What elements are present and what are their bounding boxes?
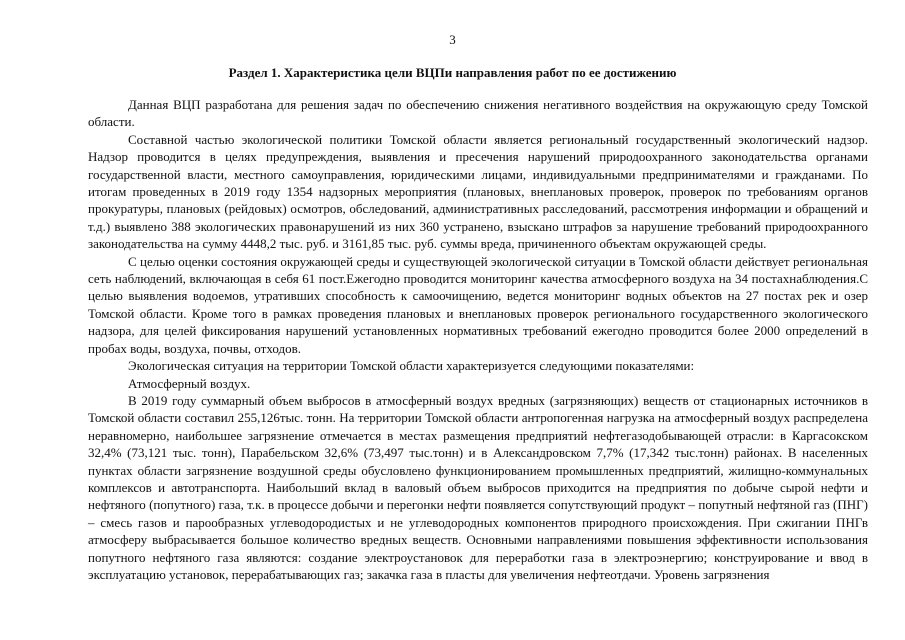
paragraph-air-heading: Атмосферный воздух. xyxy=(128,375,251,391)
paragraph-purpose: Данная ВЦП разработана для решения задач по обеспечению снижения негативного воздействия на окружающую среду Томской области. xyxy=(88,97,868,130)
paragraph-indicators: Экологическая ситуация на территории Томской области характеризуется следующими показателями: xyxy=(128,358,695,374)
paragraph-emissions: В 2019 году суммарный объем выбросов в атмосферный воздух вредных (загрязняющих) веществ от стационарных источников в Томской области составил 255,126тыс. тонн. На территории Томской области антропогенная нагрузка на атмосферный воздух распределена неравномерно, наибольшее загрязнение отмечается в местах размещения предприятий нефтегазодобывающей отрасли: в Каргасокском 32,4% (73,121 тыс. тонн), Парабельском 32,6% (73,497 тыс.тонн) и в Александровском 7,7% (17,342 тыс.тонн) районах. В населенных пунктах области загрязнение воздушной среды обусловлено функционированием промышленных предприятий, жилищно-коммунальных комплексов и автотранспорта. Наибольший вклад в валовый объем выбросов приходится на предприятия по добыче сырой нефти и нефтяного (попутного) газа, т.к. в процессе добычи и перегонки нефти появляется сопутствующий продукт – попутный нефтяной газ (ПНГ) – смесь газов и парообразных углеводородистых и не углеводородных компонентов природного происхождения. При сжигании ПНГв атмосферу выбрасывается большое количество вредных веществ. Основными направлениями повышения эффективности использования попутного нефтяного газа являются: создание электроустановок для переработки газа в электроэнергию; конструирование и ввод в эксплуатацию установок, перерабатывающих газ; закачка газа в пласты для увеличения нефтеотдачи. Уровень загрязнения xyxy=(88,392,868,582)
body-text xyxy=(88,96,868,583)
paragraph-monitoring: С целью оценки состояния окружающей среды и существующей экологической ситуации в Томской области действует региональная сеть наблюдений, включающая в себя 61 пост.Ежегодно проводится мониторинг качества атмосферного воздуха на 34 постахнаблюдения.С целью выявления водоемов, утративших способность к самоочищению, ведется мониторинг водных объектов на 27 постах рек и озер Томской области. Кроме того в рамках проведения плановых и внеплановых проверок регионального государственного экологического надзора, для целей фиксирования нарушений установленных нормативных требований ежегодно проводится более 2000 определений в пробах воды, воздуха, почвы, отходов. xyxy=(88,253,868,356)
section-title: Раздел 1. Характеристика цели ВЦПи направления работ по ее достижению xyxy=(228,65,677,80)
paragraph-supervision: Составной частью экологической политики Томской области является региональный государственный экологический надзор. Надзор проводится в целях предупреждения, выявления и пресечения нарушений природоохранного законодательства органами государственной власти, местного самоуправления, юридическими лицами, индивидуальными предпринимателями и гражданами. По итогам проведенных в 2019 году 1354 надзорных мероприятия (плановых, внеплановых проверок, проверок по требованиям органов прокуратуры, плановых (рейдовых) осмотров, обследований, административных расследований, рассмотрения информации и обращений и т.д.) выявлено 388 экологических правонарушений из них 360 устранено, взыскано штрафов за нарушение требований природоохранного законодательства на сумму 4448,2 тыс. руб. и 3161,85 тыс. руб. суммы вреда, причиненного объектам окружающей среды. xyxy=(88,131,868,252)
page-number: 3 xyxy=(449,32,456,47)
